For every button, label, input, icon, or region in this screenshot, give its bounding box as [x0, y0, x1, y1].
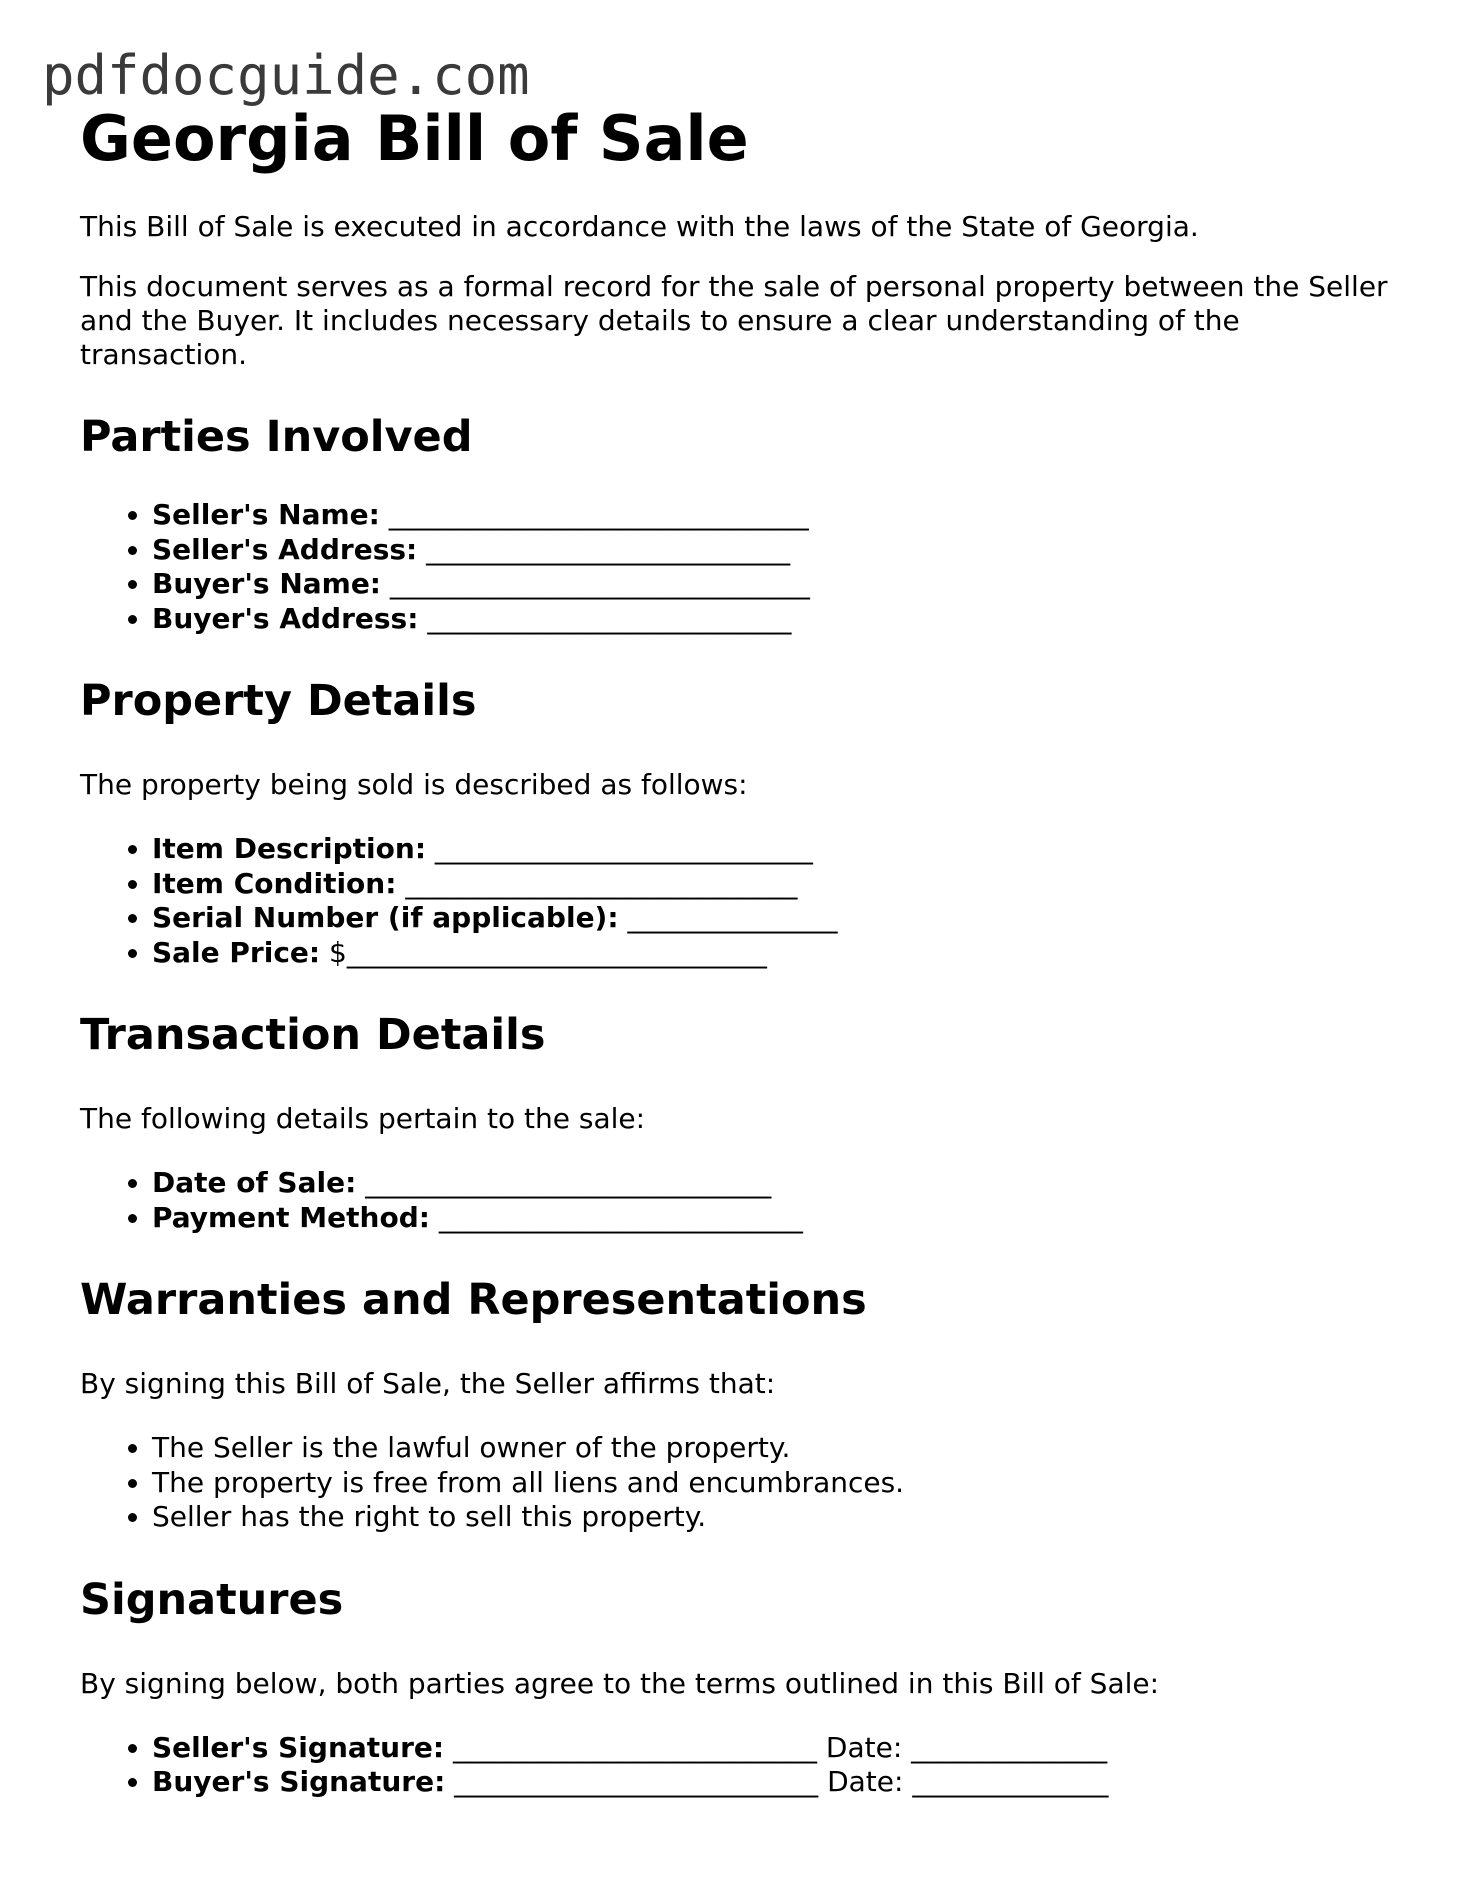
list-item [152, 867, 1400, 902]
intro-paragraph-1: This Bill of Sale is executed in accordance with the laws of the State of Georgia. [80, 210, 1199, 243]
list-item [152, 498, 1400, 533]
field-label: Seller's Name: [152, 498, 380, 531]
warranties-heading: Warranties and Representations [80, 1275, 867, 1325]
transaction-lead: The following details pertain to the sale: [80, 1102, 646, 1135]
item-condition-blank[interactable]: ____________________________ [405, 866, 798, 900]
signatures-list [80, 1731, 1400, 1800]
list-item [152, 901, 1400, 936]
seller-date-blank[interactable]: ______________ [911, 1730, 1108, 1764]
property-lead: The property being sold is described as follows: [80, 768, 748, 801]
list-item: • Seller has the right to sell this property. [152, 1500, 1400, 1535]
buyer-date-blank[interactable]: ______________ [912, 1765, 1109, 1798]
field-label: Sale Price: [152, 935, 321, 969]
item-description-blank[interactable]: ___________________________ [434, 832, 813, 865]
field-label: Buyer's Address: [152, 601, 419, 635]
parties-heading: Parties Involved [80, 412, 473, 462]
list-item: • The property is free from all liens and encumbrances. [152, 1466, 1400, 1501]
list-item [152, 1201, 1400, 1236]
list-item: • The Seller is the lawful owner of the property. [152, 1431, 1400, 1466]
property-list [80, 832, 1400, 970]
serial-number-blank[interactable]: _______________ [627, 901, 838, 934]
sellers-name-blank[interactable]: ______________________________ [388, 498, 809, 531]
field-label: Payment Method: [152, 1200, 430, 1234]
list-item [152, 832, 1400, 867]
transaction-heading: Transaction Details [80, 1010, 546, 1060]
field-label: Date of Sale: [152, 1166, 357, 1199]
signatures-lead: By signing below, both parties agree to the terms outlined in this Bill of Sale: [80, 1666, 1160, 1700]
field-label: Item Condition: [152, 866, 397, 900]
field-label: Buyer's Signature: [152, 1765, 446, 1798]
page-title: Georgia Bill of Sale [80, 102, 749, 175]
list-item [152, 1731, 1400, 1766]
list-item [152, 602, 1400, 637]
sale-price-blank[interactable]: $______________________________ [329, 935, 767, 969]
buyers-address-blank[interactable]: __________________________ [427, 601, 792, 635]
date-label: Date: [825, 1730, 903, 1764]
field-label: Serial Number (if applicable): [152, 901, 619, 934]
list-item [152, 567, 1400, 602]
buyers-name-blank[interactable]: ______________________________ [389, 567, 810, 600]
list-item [152, 533, 1400, 568]
list-item [152, 1166, 1400, 1201]
sellers-address-blank[interactable]: __________________________ [426, 532, 791, 566]
seller-signature-blank[interactable]: __________________________ [453, 1730, 817, 1764]
buyer-signature-blank[interactable]: __________________________ [454, 1765, 819, 1798]
field-label: Item Description: [152, 832, 427, 865]
watermark-text: pdfdocguide.com [42, 44, 530, 107]
date-of-sale-blank[interactable]: _____________________________ [365, 1166, 772, 1199]
list-item [152, 1765, 1400, 1800]
signatures-heading: Signatures [80, 1574, 344, 1625]
intro-paragraph-2: This document serves as a formal record for the sale of personal property between the Seller and the Buyer. It includes necessary details to ensure a clear understanding of the transaction. [80, 270, 1388, 371]
transaction-list [80, 1166, 1400, 1235]
warranties-lead: By signing this Bill of Sale, the Seller affirms that: [80, 1367, 776, 1400]
field-label: Buyer's Name: [152, 567, 382, 600]
field-label: Seller's Signature: [152, 1730, 445, 1764]
parties-list [80, 498, 1400, 636]
payment-method-blank[interactable]: __________________________ [438, 1200, 803, 1234]
property-heading: Property Details [80, 676, 477, 726]
list-item [152, 936, 1400, 971]
date-label: Date: [827, 1765, 904, 1798]
warranties-list [80, 1431, 1400, 1535]
document-body [80, 98, 1400, 1800]
field-label: Seller's Address: [152, 532, 418, 566]
